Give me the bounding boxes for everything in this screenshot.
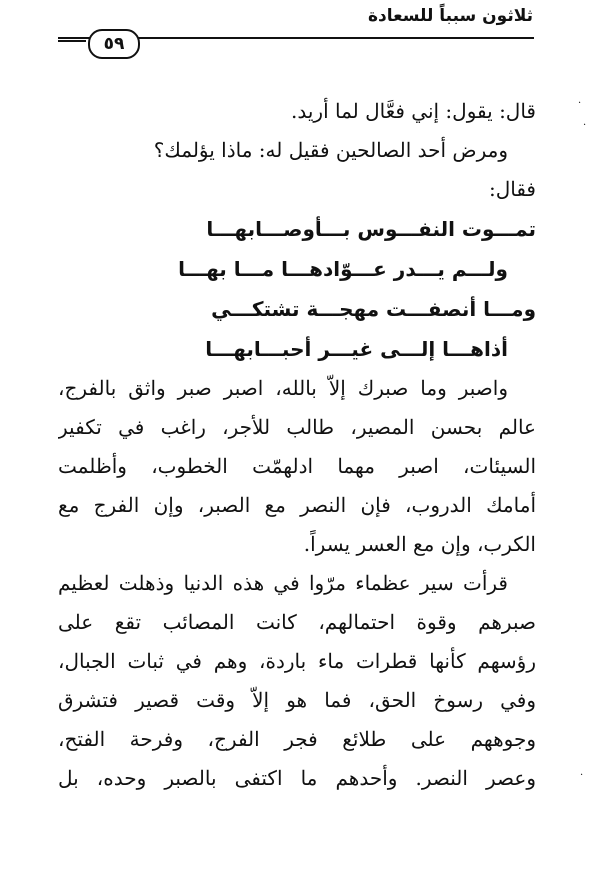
poem-verse: تمـــوت النفـــوس بـــأوصـــابهـــا <box>206 217 536 241</box>
text-line: الكرب، وإن مع العسر يسراً. <box>303 532 536 556</box>
margin-speck: · <box>583 120 587 131</box>
margin-speck: · <box>578 98 582 109</box>
text-line: فقال: <box>488 177 536 201</box>
running-title: ثلاثون سبباً للسعادة <box>367 6 533 26</box>
poem-verse: ومـــا أنصفـــت مهجـــة تشتكـــي <box>211 297 536 321</box>
text-line: السيئات، اصبر مهما ادلهمّت الخطوب، وأظلمت <box>58 454 536 478</box>
text-line: قرأت سير عظماء مرّوا في هذه الدنيا وذهلت لعظيم <box>58 571 508 595</box>
text-line: واصبر وما صبرك إلاّ بالله، اصبر صبر واثق بالفرج، <box>58 376 508 400</box>
poem-verse: أذاهـــا إلـــى غيـــر أحبـــابهـــا <box>205 337 508 361</box>
text-line: ومرض أحد الصالحين فقيل له: ماذا يؤلمك؟ <box>153 138 508 162</box>
poem-verse: ولـــم يـــدر عـــوّادهـــا مـــا بهـــا <box>178 257 508 281</box>
margin-speck: · <box>580 770 584 781</box>
text-line: قال: يقول: إني فعَّال لما أريد. <box>290 99 536 123</box>
text-line: وفي رسوخ الحق، فما هو إلاّ وقت قصير فتشرق <box>58 688 536 712</box>
header-rule-left <box>58 40 86 42</box>
text-line: أمامك الدروب، فإن النصر مع الصبر، وإن الفرج مع <box>58 493 536 517</box>
text-line: رؤسهم كأنها قطرات ماء باردة، وهم في ثبات الجبال، <box>58 649 536 673</box>
page-header <box>0 0 591 60</box>
text-line: عالم بحسن المصير، طالب للأجر، راغب في تكفير <box>58 415 536 439</box>
text-line: صبرهم وقوة احتمالهم، كانت المصائب تقع على <box>58 610 536 634</box>
text-line: وعصر النصر. وأحدهم ما اكتفى بالصبر وحده، بل <box>58 766 536 790</box>
text-line: وجوههم على طلائع فجر الفرج، وفرحة الفتح، <box>58 727 536 751</box>
page-number: ٥٩ <box>88 29 140 59</box>
page-body <box>58 92 536 798</box>
